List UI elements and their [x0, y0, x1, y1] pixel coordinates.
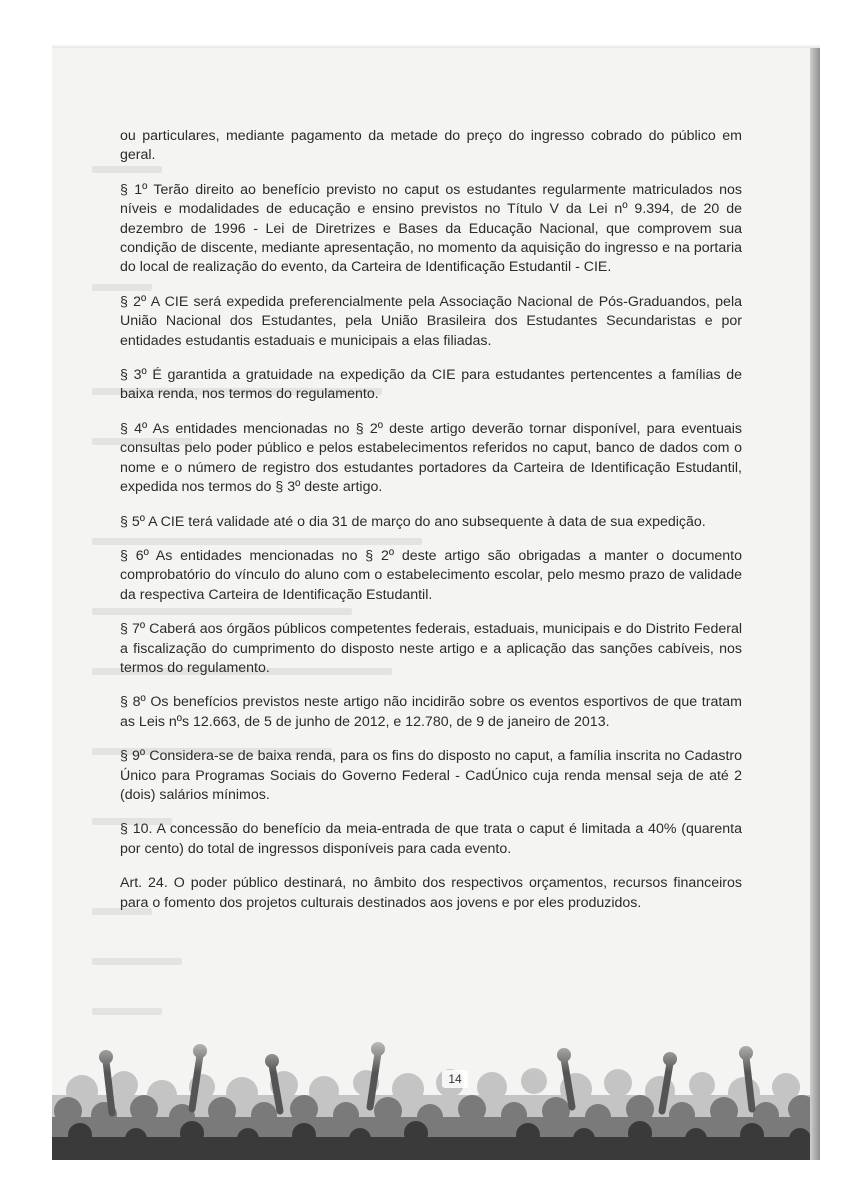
paragraph-section-10: § 10. A concessão do benefício da meia-entrada de que trata o caput é limitada a 40% (quarenta por cento) do total de ingressos disponíveis para cada evento. [120, 821, 742, 857]
paragraph-section-8: § 8º Os benefícios previstos neste artigo não incidirão sobre os eventos esportivos de que tratam as Leis nºs 12.663, de 5 de junho de 2012, e 12.780, de 9 de janeiro de 2013. [120, 694, 742, 730]
paragraph-article-24: Art. 24. O poder público destinará, no âmbito dos respectivos orçamentos, recursos financeiros para o fomento dos projetos culturais destinados aos jovens e por eles produzidos. [120, 875, 742, 911]
paragraph-intro: ou particulares, mediante pagamento da metade do preço do ingresso cobrado do público em geral. [120, 128, 742, 164]
page-number: 14 [442, 1070, 468, 1088]
paragraph-section-6: § 6º As entidades mencionadas no § 2º deste artigo são obrigadas a manter o documento comprobatório do vínculo do aluno com o estabelecimento escolar, pelo mesmo prazo de validade da respectiva Carteira de Identificação Estudantil. [120, 547, 742, 603]
paragraph-section-1: § 1º Terão direito ao benefício previsto no caput os estudantes regularmente matriculados nos níveis e modalidades de educação e ensino previstos no Título V da Lei nº 9.394, de 20 de dezembro de 1996 - Lei de Diretrizes e Bases da Educação Nacional, que comprovem sua condição de discente, mediante apresentação, no momento da aquisição do ingresso e na portaria do local de realização do evento, da Carteira de Identificação Estudantil - CIE. [120, 181, 742, 276]
paragraph-section-9: § 9º Considera-se de baixa renda, para os fins do disposto no caput, a família inscrita no Cadastro Único para Programas Sociais do Governo Federal - CadÚnico cuja renda mensal seja de até 2 (dois) salários mínimos. [120, 748, 742, 803]
page-right-edge [810, 48, 820, 1160]
paragraph-section-5: § 5º A CIE terá validade até o dia 31 de março do ano subsequente à data de sua expedição. [120, 513, 706, 530]
document-body [120, 127, 742, 928]
paragraph-section-2: § 2º A CIE será expedida preferencialmente pela Associação Nacional de Pós-Graduandos, pela União Nacional dos Estudantes, pela União Brasileira dos Estudantes Secundaristas e por entidades estudantis estaduais e municipais a elas filiadas. [120, 293, 742, 349]
crowd-illustration [52, 1025, 810, 1160]
paragraph-section-3: § 3º É garantida a gratuidade na expedição da CIE para estudantes pertencentes a famílias de baixa renda, nos termos do regulamento. [120, 367, 742, 403]
paragraph-section-7: § 7º Caberá aos órgãos públicos competentes federais, estaduais, municipais e do Distrito Federal a fiscalização do cumprimento do disposto neste artigo e a aplicação das sanções cabíveis, nos termos do regulamento. [120, 621, 742, 676]
paragraph-section-4: § 4º As entidades mencionadas no § 2º deste artigo deverão tornar disponível, para eventuais consultas pelo poder público e pelos estabelecimentos referidos no caput, banco de dados com o nome e o número de registro dos estudantes portadores da Carteira de Identificação Estudantil, expedida nos termos do § 3º deste artigo. [120, 420, 742, 496]
